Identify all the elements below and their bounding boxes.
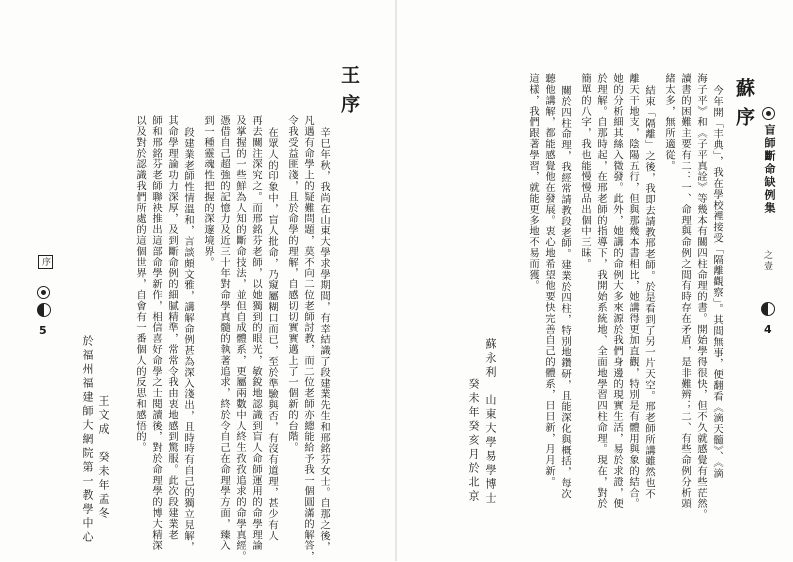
body-line: 簡單的八字，我也能慢慢品出個中三昧。: [579, 73, 591, 270]
body-line: 關於四柱命理，我經常請教段老師。建業於四柱，特別地鑽研，且能深化與概括，每次: [559, 85, 571, 500]
body-line: 於理解。自那時起，在邢老師的指導下，我開始系統地、全面地學習四柱命理。現在，對於: [595, 73, 607, 509]
body-line: 到一種靈魂性把握的深邃境界。: [202, 115, 214, 268]
yin-yang-icon: [37, 303, 51, 317]
left-page: [0, 0, 396, 561]
body-line: 憑借自己超強的記憶力及近三十年對命學真髓的執著追求，終於令自己在命理學方面，臻入: [218, 115, 230, 551]
book-title: 盲師斷命缺例集: [763, 124, 776, 215]
body-line: 聽他講解，都能感覺他在發展。衷心地希望他要快完善自己的體系，日日新，月月新。: [543, 73, 555, 488]
section-label-box: 序: [38, 255, 53, 269]
yin-yang-icon: [761, 302, 775, 316]
body-line: 海子平》和《子平真詮》等幾本有關四柱命理的書。開始學得很快，但不久就感覺有些茫然。: [695, 73, 707, 520]
body-line: 離天干地支，陰陽五行，但與那幾本書相比，她講得更加直觀，特別是有體用與象的結合。: [627, 73, 639, 509]
body-line: 段建業老師性情溫和，言談頗文雅，講解命例甚為深入淺出，且時時有自己的獨立見解，: [182, 127, 194, 553]
preface-title: 王序: [338, 65, 360, 123]
body-line: 讀書的困難主要有二：一、命理與命例之間有時存在矛盾，是非難辨；二、有些命例分析頭: [679, 73, 691, 509]
body-line: 師和邢銘芬老師聯袂推出這部命學新作，相信喜好命學之士閱讀後，對於命理學的博大精深: [150, 115, 162, 551]
body-line: 以及對於認識我們所處的這個世界，自會有一番個人的反思和感悟的。: [134, 115, 146, 453]
body-line: 及掌握的一些鮮為人知的斷命技法，並但自成體系，更屬兩數中人終生孜孜追求的命學真經。: [234, 115, 246, 562]
signature-line: 於福州福建師大網院第一教學中心: [81, 335, 94, 545]
body-line: 今年開「丰典」，我在學校裡接受「隔離觀察」。其間無事，便翻看《滴天髓》、《滴: [711, 85, 723, 479]
body-line: 緒太多，無所適從。: [663, 73, 675, 172]
signature-line: 蘇永利 山東大學易學博士: [484, 338, 497, 506]
page-number: 5: [39, 324, 47, 337]
right-page: [397, 0, 793, 561]
body-line: 辛巳年秋，我尚在山東大學求學期間，有幸結識了段建業先生和邢銘芬女士。自那之後，: [318, 127, 330, 553]
signature-line: 王文成 癸未年孟冬: [97, 395, 110, 521]
body-line: 她的分析細其絲入微發。此外，她講的命例大多來源於我們身邊的現實生活，易於求證，便: [611, 73, 623, 509]
body-line: 凡遇有命學上的疑難問題，莫不向二位老師討教，而二位老師亦總能給予我一個圓滿的解答，: [302, 115, 314, 562]
body-line: 這樣，我們跟著學習，就能更多地不易而獲。: [527, 73, 539, 291]
body-line: 再去關注深究之。而邢銘芬老師，以她獨到的眼光，敏銳地認識到盲人命師運用的命學理論: [250, 115, 262, 551]
body-line: 其命學理論功力深厚，及到斷命例的細膩精準，常常令我由衷地感到驚服。此次段建業老: [166, 115, 178, 541]
body-line: 結束「隔離」之後，我即去請教邢老師。於是看到了另一片天空。邢老師所講雖然也不: [643, 85, 655, 500]
publisher-logo-icon: [37, 286, 50, 299]
publisher-logo-icon: [762, 107, 775, 120]
signature-line: 癸未年癸亥月於北京: [467, 378, 480, 504]
body-line: 令我受益匪淺，且於命學的理解，自感切切實實邁上了一個新的台階。: [286, 115, 298, 453]
body-line: 在眾人的印象中，盲人批命，乃窺屬糊口而已，至於準驗與否，有沒有道理，甚少有人: [266, 127, 278, 542]
preface-title: 蘇序: [733, 78, 755, 136]
volume-label: 之壹: [762, 250, 772, 272]
page-number: 4: [764, 323, 772, 336]
